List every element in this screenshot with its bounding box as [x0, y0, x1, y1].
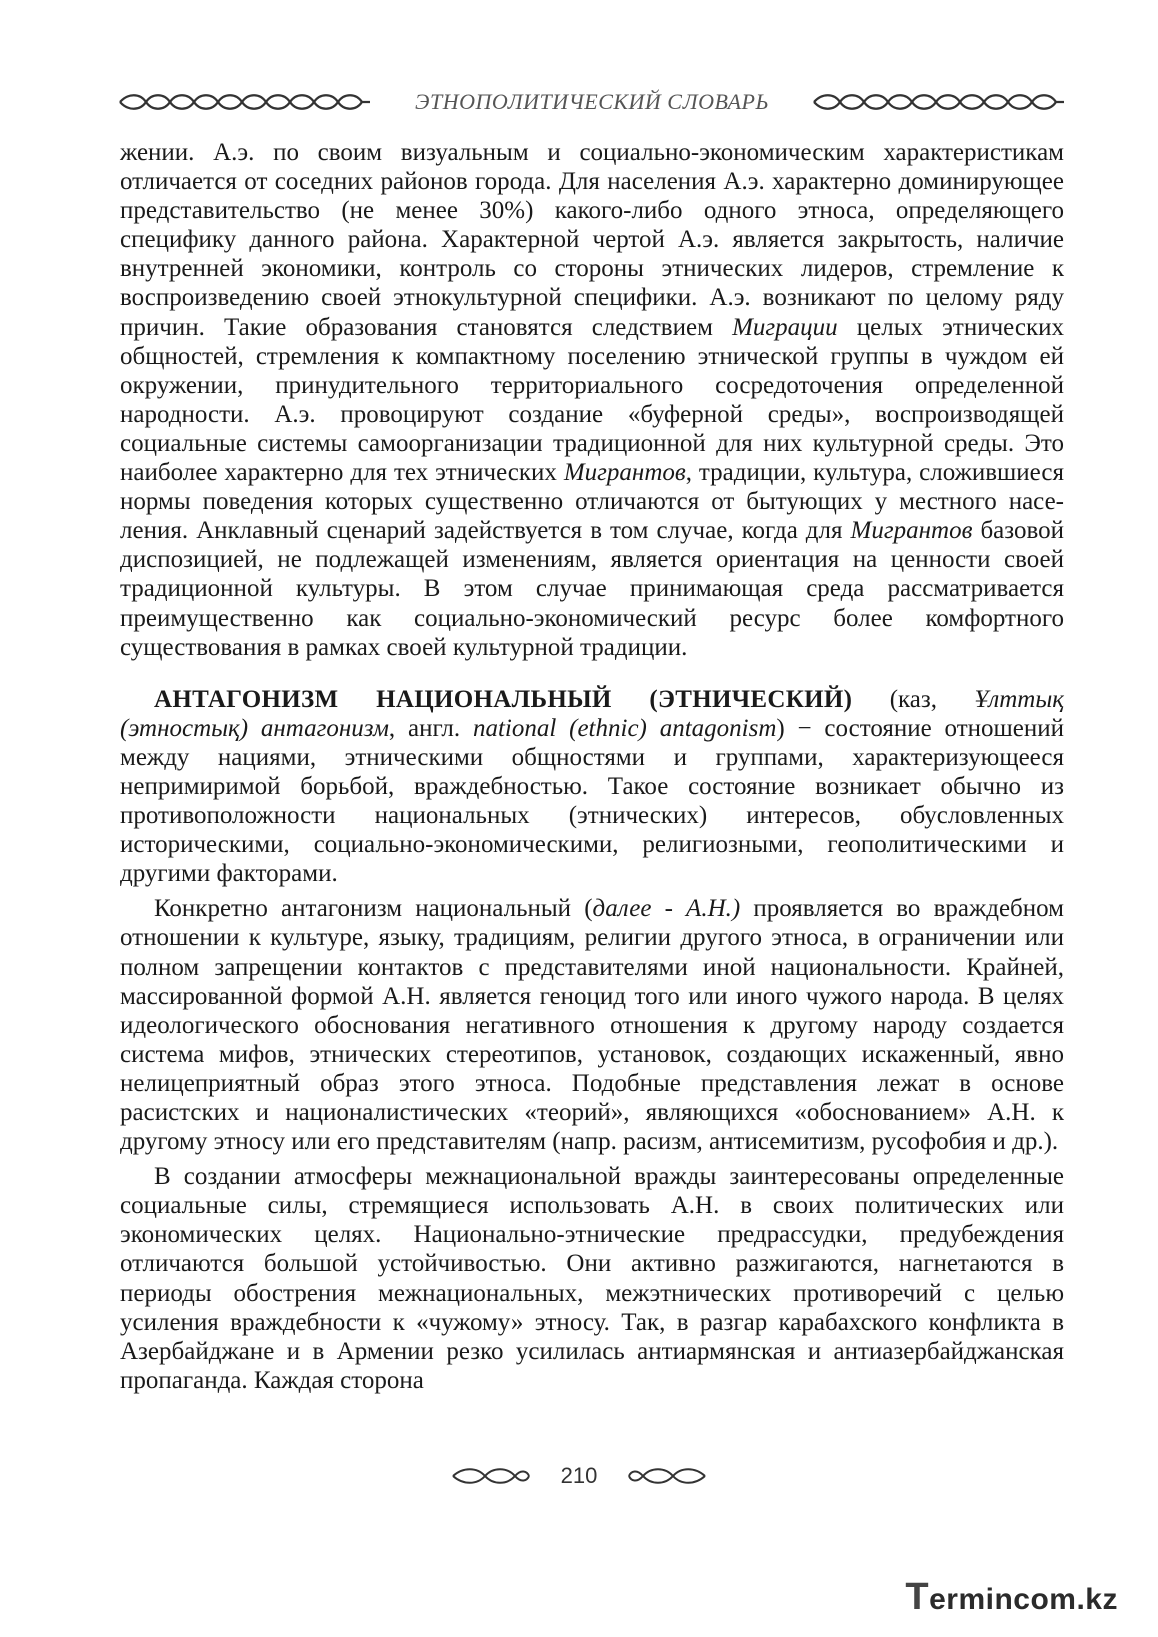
entry-headword: АНТАГОНИЗМ НАЦИОНАЛЬНЫЙ (ЭТНИЧЕСКИЙ) — [154, 685, 853, 713]
paragraph: В создании атмосферы межнациональной вражды заинтересованы определенные социальные силы, стремящиеся использовать А.Н. в своих политических или экономических целях. Национально-этнические предрассудки, предубеждения отличаются большой устойчивостью. Они активно разжигаются, нагнетаются в периоды обострения межнациональных, межэтнических противоречий с целью усиления враждебности к «чужому» этносу. Так, в разгар карабахского конфликта в Азербайджане и в Армении резко усилилась антиармянская и антиазербайджанская пропаганда. Каждая сторона — [120, 1163, 1064, 1394]
right-flourish-icon — [627, 1465, 707, 1487]
paragraph-continuation: жении. А.э. по своим визуальным и социально-экономическим характеристикам отличается от соседних районов города. Для населения А.э. характерно доминирующее представительство (не менее 30%) какого-либо одного этноса, определяющего специфику данного района. Характерной чертой А.э. является закрытость, наличие внутренней экономики, контроль со стороны этнических лидеров, стремление к воспроизведению своей этнокультурной специфики. А.э. возникают по целому ряду причин. Такие образования становятся следствием Миграции целых этнических общностей, стремления к компактному поселению этнической группы в чуждом ей окружении, принудительного территориального сосредоточения определенной народности. А.э. провоцируют создание «буферной среды», воспроизводящей социальные системы самоорганизации традиционной для них культурной среды. Это наиболее характерно для тех этнических Мигрантов, традиции, культура, сложившиеся нормы поведения которых существенно отличаются от бытующих у местного населения. Анклавный сценарий задействуется в том случае, когда для Мигрантов базовой диспозицией, не подлежащей изменениям, является ориентация на ценности своей традиционной культуры. В этом случае принимающая среда рассматривается преимущественно как социально-экономический ресурс более комфортного существования в рамках своей культурной традиции. — [120, 139, 1065, 661]
page-number: 210 — [560, 1463, 598, 1488]
cross-reference: Мигрантов — [850, 517, 973, 545]
cross-reference: Мигрантов — [563, 459, 686, 487]
english-term: national (ethnic) antagonism — [472, 714, 777, 742]
left-ornament-icon — [118, 91, 372, 113]
page-footer — [0, 1458, 1158, 1494]
left-flourish-icon — [451, 1465, 531, 1487]
header-title: ЭТНОПОЛИТИЧЕСКИЙ СЛОВАРЬ — [415, 89, 769, 114]
cross-reference: Миграции — [732, 313, 838, 341]
dictionary-entry: АНТАГОНИЗМ НАЦИОНАЛЬНЫЙ (ЭТНИЧЕСКИЙ) (каз, Ұлттық (этностық) антагонизм, англ. national (ethnic) antagonism) − состояние отношений между нациями, этническими общностями и группами, характеризующееся непримиримой борьбой, враждебностью. Такое состояние возникает обычно из противоположности национальных (этнических) интересов, обусловленных историческими, социально-экономическими, религиозными, геополитическими и другими факторами. — [120, 685, 1064, 888]
kazakh-term: Ұлттық (этностық) антагонизм — [120, 685, 1064, 742]
paragraph: Конкретно антагонизм национальный (далее - А.Н.) проявляется во враждебном отношении к культуре, языку, традициям, религии другого этноса, в ограничении или полном запрещении контактов с представителями иной национальности. Крайней, массированной формой А.Н. является геноцид того или иного чужого народа. В целях идеологического обоснования негативного отношения к другому народу создается система мифов, этнических стереотипов, установок, создающих искаженный, явно нелицеприятный образ этого этноса. Подобные представления лежат в основе расистских и националистических «теорий», являющихся «обоснованием» А.Н. к другому этносу или его представителям (напр. расизм, антисемитизм, русофобия и др.). — [120, 895, 1065, 1156]
site-watermark: T ermincо m.kz — [905, 1576, 1118, 1618]
page-body — [120, 138, 1064, 1395]
abbreviation-note: далее - А.Н.) — [592, 895, 741, 923]
right-ornament-icon — [812, 91, 1066, 113]
running-header — [118, 82, 1066, 122]
